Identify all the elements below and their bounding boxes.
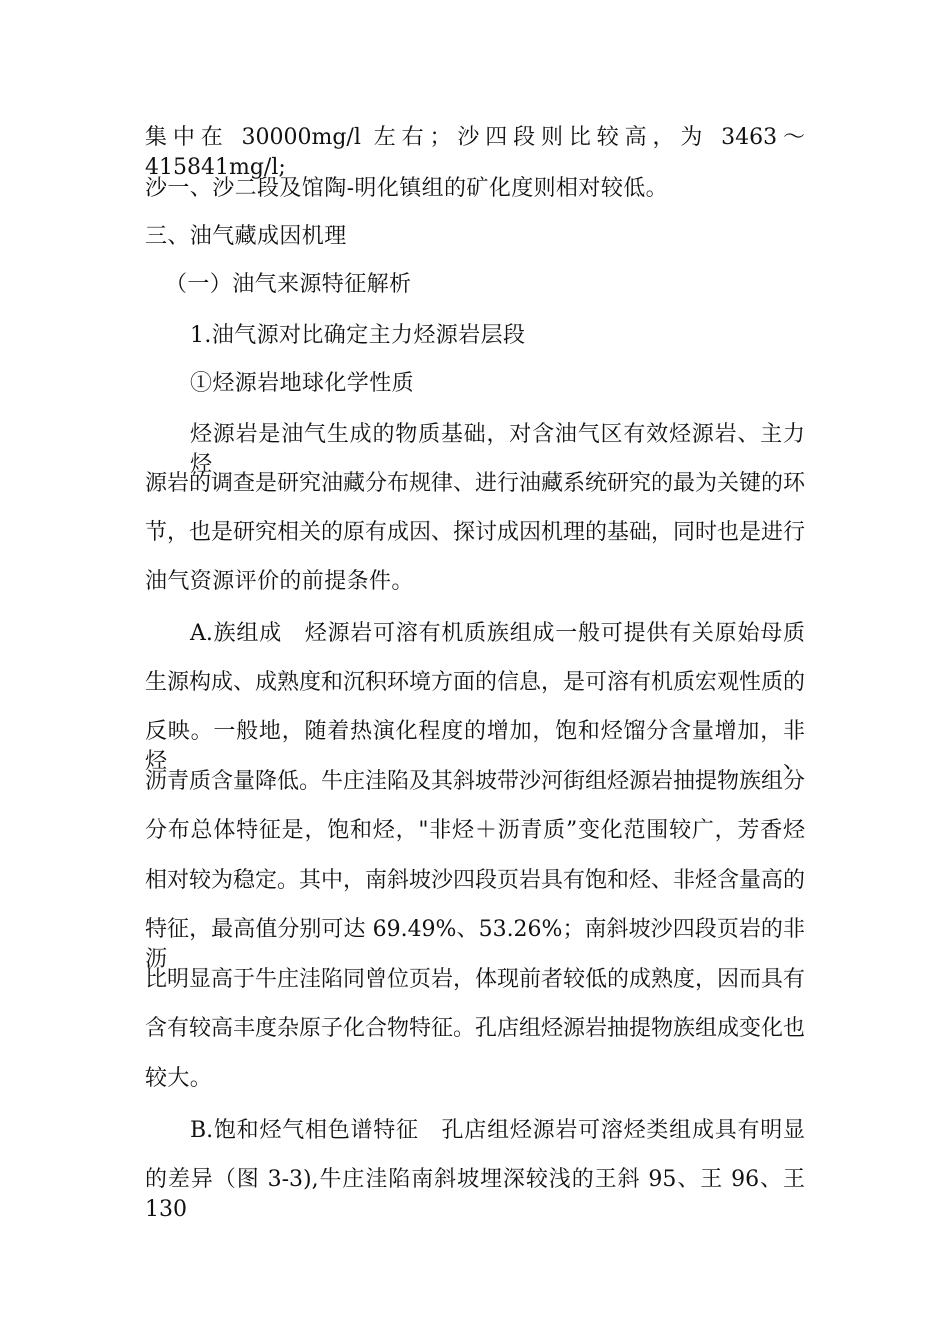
paragraph-1-line-3: 节，也是研究相关的原有成因、探讨成因机理的基础，同时也是进行 [145, 520, 806, 545]
paragraph-3-line-2: 的差异（图 3-3),牛庄洼陷南斜坡埋深较浅的王斜 95、王 96、王 130 [145, 1167, 805, 1222]
item-heading: ①烃源岩地球化学性质 [190, 371, 415, 396]
paragraph-2-line-3: 反映。一般地，随着热演化程度的增加，饱和烃馏分含量增加，非烃、 [145, 719, 805, 774]
paragraph-2-line-9: 含有较高丰度杂原子化合物特征。孔店组烃源岩抽提物族组成变化也 [145, 1016, 806, 1041]
paragraph-2-line-8: 比明显高于牛庄洼陷同曾位页岩，体现前者较低的成熟度，因而具有 [145, 967, 806, 992]
paragraph-1-line-4: 油气资源评价的前提条件。 [145, 569, 414, 594]
paragraph-2-line-5: 分布总体特征是，饱和烃，"非烃＋沥青质”变化范围较广，芳香烃 [145, 818, 805, 843]
paragraph-2-line-7: 特征，最高值分别可达 69.49%、53.26%；南斜坡沙四段页岩的非沥 [145, 917, 805, 972]
paragraph-2-line-1: A.族组成 烃源岩可溶有机质族组成一般可提供有关原始母质 [190, 621, 805, 646]
paragraph-2-line-6: 相对较为稳定。其中，南斜坡沙四段页岩具有饱和烃、非烃含量高的 [145, 868, 806, 893]
subsection-heading: （一）油气来源特征解析 [165, 272, 412, 297]
paragraph-2-line-4: 沥青质含量降低。牛庄洼陷及其斜坡带沙河街组烃源岩抽提物族组分 [145, 769, 806, 794]
text-line-continuation-2: 沙一、沙二段及馆陶-明化镇组的矿化度则相对较低。 [145, 176, 669, 201]
sub-subsection-heading: 1.油气源对比确定主力烃源岩层段 [190, 323, 526, 348]
section-heading: 三、油气藏成因机理 [145, 224, 347, 249]
text-line-continuation-1: 集中在 30000mg/l 左右；沙四段则比较高，为 3463～415841mg/l; [145, 125, 805, 180]
paragraph-1-line-1: 烃源岩是油气生成的物质基础，对含油气区有效烃源岩、主力烃 [190, 422, 805, 477]
paragraph-2-line-10: 较大。 [145, 1066, 213, 1091]
paragraph-3-line-1: B.饱和烃气相色谱特征 孔店组烃源岩可溶烃类组成具有明显 [190, 1118, 805, 1143]
paragraph-2-line-2: 生源构成、成熟度和沉积环境方面的信息，是可溶有机质宏观性质的 [145, 670, 806, 695]
paragraph-1-line-2: 源岩的调查是研究油藏分布规律、进行油藏系统研究的最为关键的环 [145, 471, 806, 496]
